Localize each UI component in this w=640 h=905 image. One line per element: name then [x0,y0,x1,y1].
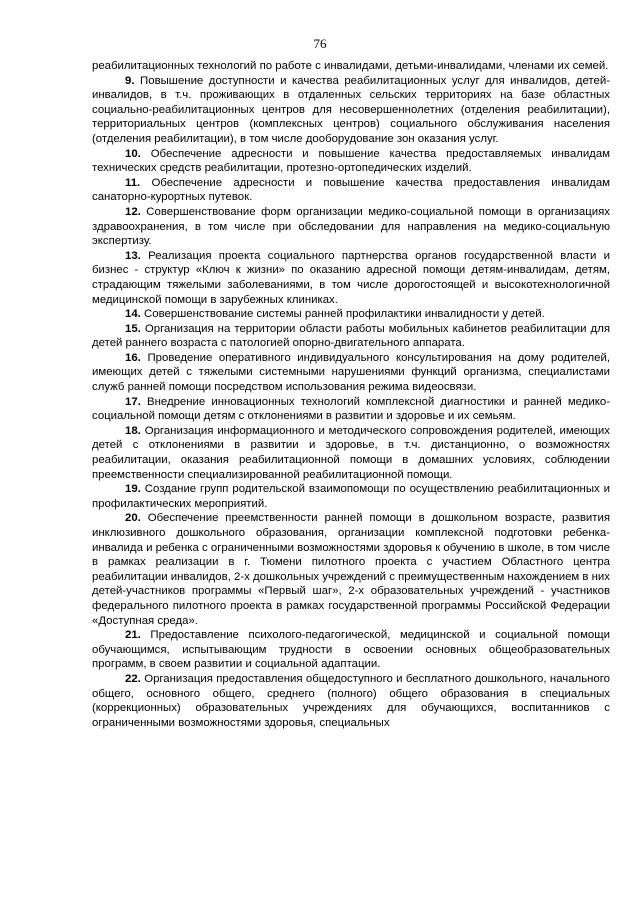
item-text: Организация предоставления общедоступного и бесплатного дошкольного, начального общего, основного общего, среднего (полного) общего образования в специальных (коррекционных) образовательных учреждениях для обучающихся, воспитанников с ограниченными возможностями здоровья, специальных [92,672,610,729]
item-number: 11. [125,176,141,189]
list-item-13 [92,249,610,307]
page-number: 76 [313,36,327,51]
item-text: Реализация проекта социального партнерства органов государственной власти и бизнес - структур «Ключ к жизни» по оказанию адресной помощи детям-инвалидам, детям, страдающим тяжелыми заболеваниями, в том числе дорогостоящей и высокотехнологичной медицинской помощи в зарубежных клиниках. [92,249,610,306]
item-number: 15. [125,322,141,335]
list-item-14 [92,307,610,322]
item-number: 17. [125,395,141,408]
list-item-15 [92,322,610,351]
list-item-10 [92,147,610,176]
item-text: Совершенствование системы ранней профилактики инвалидности у детей. [144,308,545,321]
item-number: 19. [125,483,141,496]
document-body [92,59,610,730]
item-text: Обеспечение преемственности ранней помощи в дошкольном возрасте, развития инклюзивного дошкольного образования, организации комплексной подготовки ребенка-инвалида и ребенка с ограниченными возможностями здоровья к обучению в школе, в том числе в рамках реализации в г. Тюмени пилотного проекта с участием Областного центра реабилитации инвалидов, 2-х дошкольных учреждений с преимущественным нахождением в них детей-участников программы «Первый шаг», 2-х образовательных учреждений - участников федерального пилотного проекта в рамках государственной программы Российской Федерации «Доступная среда». [92,512,610,627]
item-number: 14. [125,308,141,321]
item-number: 10. [125,147,141,160]
item-text: Проведение оперативного индивидуального консультирования на дому родителей, имеющих детей с тяжелыми системными нарушениями функций организма, специалистами служб ранней помощи посредством использования режима видеосвязи. [92,351,610,394]
list-item-12 [92,205,610,249]
item-number: 21. [125,629,141,642]
item-number: 18. [125,424,141,437]
item-text: Организация на территории области работы мобильных кабинетов реабилитации для детей раннего возраста с патологией опорно-двигательного аппарата. [92,322,611,350]
list-item-19 [92,482,610,511]
item-text: Внедрение инновационных технологий комплексной диагностики и ранней медико-социальной помощи детям с отклонениями в развитии и здоровье и их семьям. [92,395,610,423]
item-text: Повышение доступности и качества реабилитационных услуг для инвалидов, детей-инвалидов, в т.ч. проживающих в отдаленных сельских территориях на базе областных социально-реабилитационных центров для несовершеннолетних (отделения реабилитации), территориальных центров (комплексных центров) социального обслуживания населения (отделения реабилитации), в том числе дооборудование зон оказания услуг. [92,74,610,145]
item-text: Предоставление психолого-педагогической, медицинской и социальной помощи обучающимся, испытывающим трудности в освоении основных общеобразовательных программ, в своем развитии и социальной адаптации. [92,629,610,671]
item-number: 13. [125,249,141,262]
list-item-16 [92,351,610,395]
list-item-11 [92,176,610,205]
item-number: 12. [125,205,141,218]
item-number: 16. [125,351,141,364]
list-item-22 [92,672,610,730]
item-text: Совершенствование форм организации медико-социальной помощи в организациях здравоохранения, в том числе при обследовании для направления на медико-социальную экспертизу. [92,205,610,248]
item-text: Организация информационного и методического сопровождения родителей, имеющих детей с отклонениями в развитии и здоровье, в т.ч. дистанционно, о возможностях реабилитации, оказания реабилитационной помощи в домашних условиях, соблюдении преемственности специализированной реабилитационной помощи. [92,424,610,481]
item-text: Создание групп родительской взаимопомощи по осуществлению реабилитационных и профилактических мероприятий. [92,483,610,510]
list-item-9 [92,74,610,147]
intro-paragraph: реабилитационных технологий по работе с инвалидами, детьми-инвалидами, членами их семей. [92,60,609,72]
list-item-17 [92,395,610,424]
list-item-21 [92,628,610,672]
item-number: 22. [125,672,141,685]
list-item-18 [92,424,610,482]
item-number: 20. [125,512,141,525]
item-text: Обеспечение адресности и повышение качества предоставляемых инвалидам технических средств реабилитации, протезно-ортопедических изделий. [92,147,610,175]
list-item-20 [92,511,610,628]
item-text: Обеспечение адресности и повышение качества предоставления инвалидам санаторно-курортных путевок. [92,176,610,204]
item-number: 9. [125,74,135,87]
